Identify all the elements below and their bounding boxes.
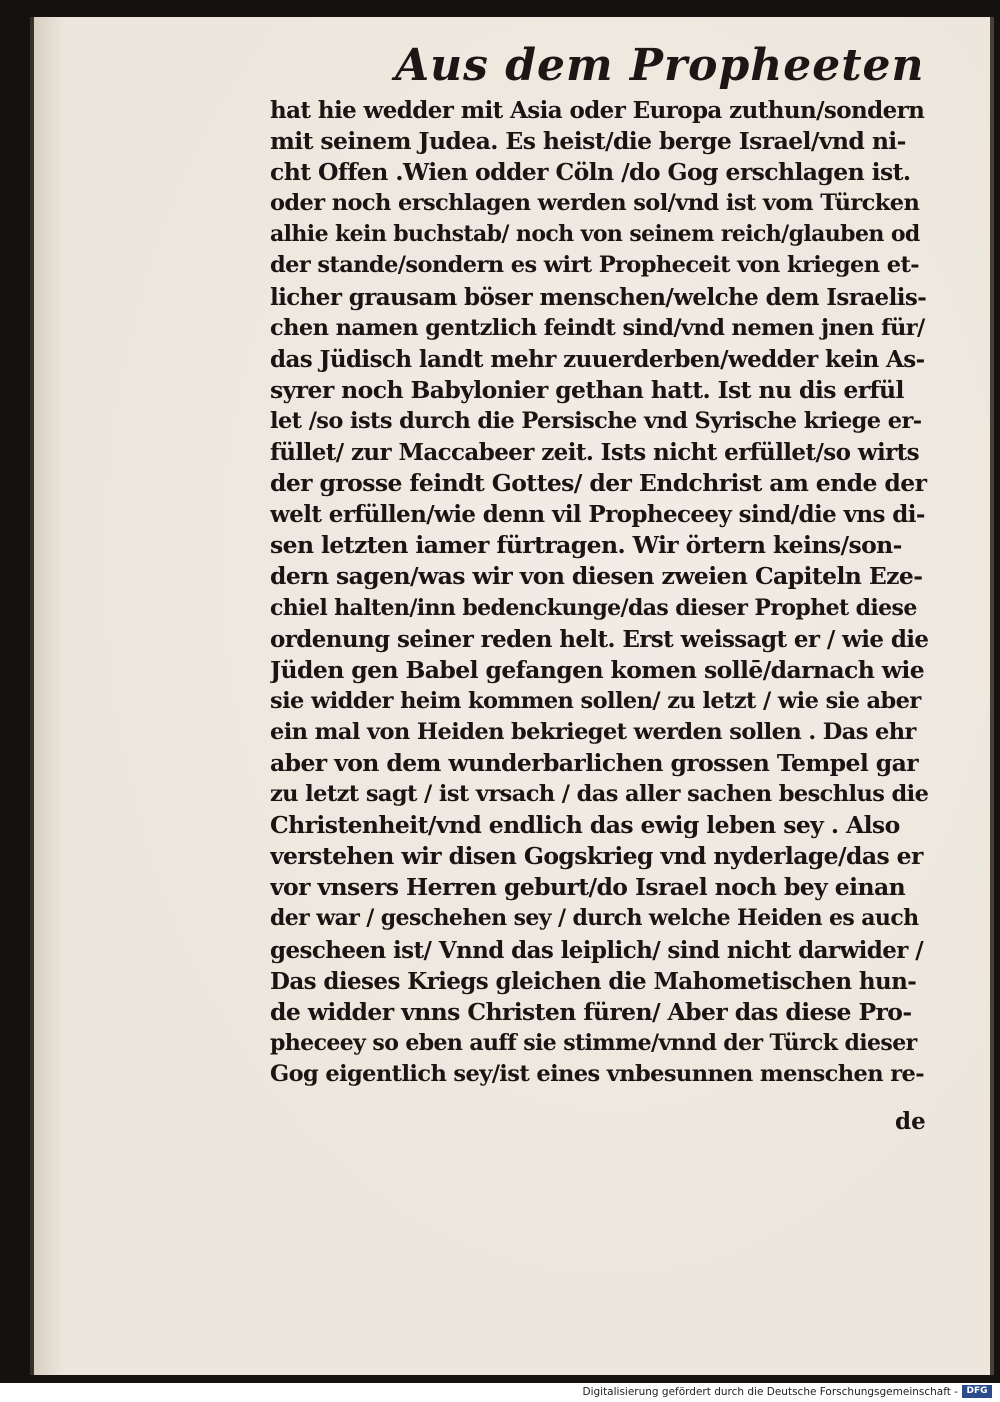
text-line: Jüden gen Babel gefangen komen sollē/darnach wie	[270, 655, 925, 684]
text-line: der grosse feindt Gottes/ der Endchrist am ende der	[270, 469, 927, 498]
text-line: gescheen ist/ Vnnd das leiplich/ sind nicht darwider /	[270, 936, 924, 964]
text-line: alhie kein buchstab/ noch von seinem reich/glauben od	[270, 221, 920, 248]
catchword: de	[895, 1108, 926, 1135]
text-line: syrer noch Babylonier gethan hatt. Ist nu dis erfül	[270, 375, 904, 404]
text-line: zu letzt sagt / ist vrsach / das aller sachen beschlus die	[270, 781, 929, 808]
text-line: verstehen wir disen Gogskrieg vnd nyderlage/das er	[270, 842, 923, 871]
text-line: chen namen gentzlich feindt sind/vnd nemen jnen für/	[270, 314, 925, 341]
text-line: dern sagen/was wir von diesen zweien Capiteln Eze-	[270, 562, 923, 591]
text-line: ein mal von Heiden bekrieget werden sollen . Das ehr	[270, 718, 916, 745]
text-line: welt erfüllen/wie denn vil Propheceey sind/die vns di-	[270, 501, 925, 529]
text-line: sie widder heim kommen sollen/ zu letzt / wie sie aber	[270, 687, 921, 714]
text-line: aber von dem wunderbarlichen grossen Tempel gar	[270, 748, 918, 777]
funding-credit: Digitalisierung gefördert durch die Deutsche Forschungsgemeinschaft -	[582, 1386, 958, 1398]
text-line: vor vnsers Herren geburt/do Israel noch bey einan	[270, 873, 906, 902]
text-line: der stande/sondern es wirt Propheceit von kriegen et-	[270, 252, 919, 279]
text-line: cht Offen .Wien odder Cöln /do Gog erschlagen ist.	[270, 158, 911, 187]
text-line: let /so ists durch die Persische vnd Syrische kriege er-	[270, 407, 922, 434]
text-line: de widder vnns Christen füren/ Aber das diese Pro-	[270, 997, 912, 1026]
text-line: hat hie wedder mit Asia oder Europa zuthun/sondern	[270, 97, 925, 124]
text-line: ordenung seiner reden helt. Erst weissagt er / wie die	[270, 625, 929, 653]
text-line: oder noch erschlagen werden sol/vnd ist vom Türcken	[270, 190, 920, 217]
running-header: Aus dem Propheeten	[395, 40, 925, 91]
text-line: Christenheit/vnd endlich das ewig leben sey . Also	[270, 811, 900, 840]
page-edge	[990, 17, 994, 1375]
text-line: Gog eigentlich sey/ist eines vnbesunnen menschen re-	[270, 1060, 924, 1087]
text-line: Das dieses Kriegs gleichen die Mahometischen hun-	[270, 967, 917, 995]
text-line: der war / geschehen sey / durch welche Heiden es auch	[270, 905, 919, 932]
text-line: das Jüdisch landt mehr zuuerderben/wedder kein As-	[270, 345, 925, 373]
dfg-logo: DFG	[962, 1385, 992, 1398]
text-line: sen letzten iamer fürtragen. Wir örtern keins/son-	[270, 531, 902, 560]
text-line: pheceey so eben auff sie stimme/vnnd der Türck dieser	[270, 1029, 917, 1056]
text-line: mit seinem Judea. Es heist/die berge Israel/vnd ni-	[270, 127, 906, 156]
body-text	[270, 95, 930, 1090]
text-line: licher grausam böser menschen/welche dem Israelis-	[270, 283, 927, 311]
text-line: füllet/ zur Maccabeer zeit. Ists nicht erfüllet/so wirts	[270, 439, 920, 467]
text-line: chiel halten/inn bedenckunge/das dieser Prophet diese	[270, 594, 917, 621]
